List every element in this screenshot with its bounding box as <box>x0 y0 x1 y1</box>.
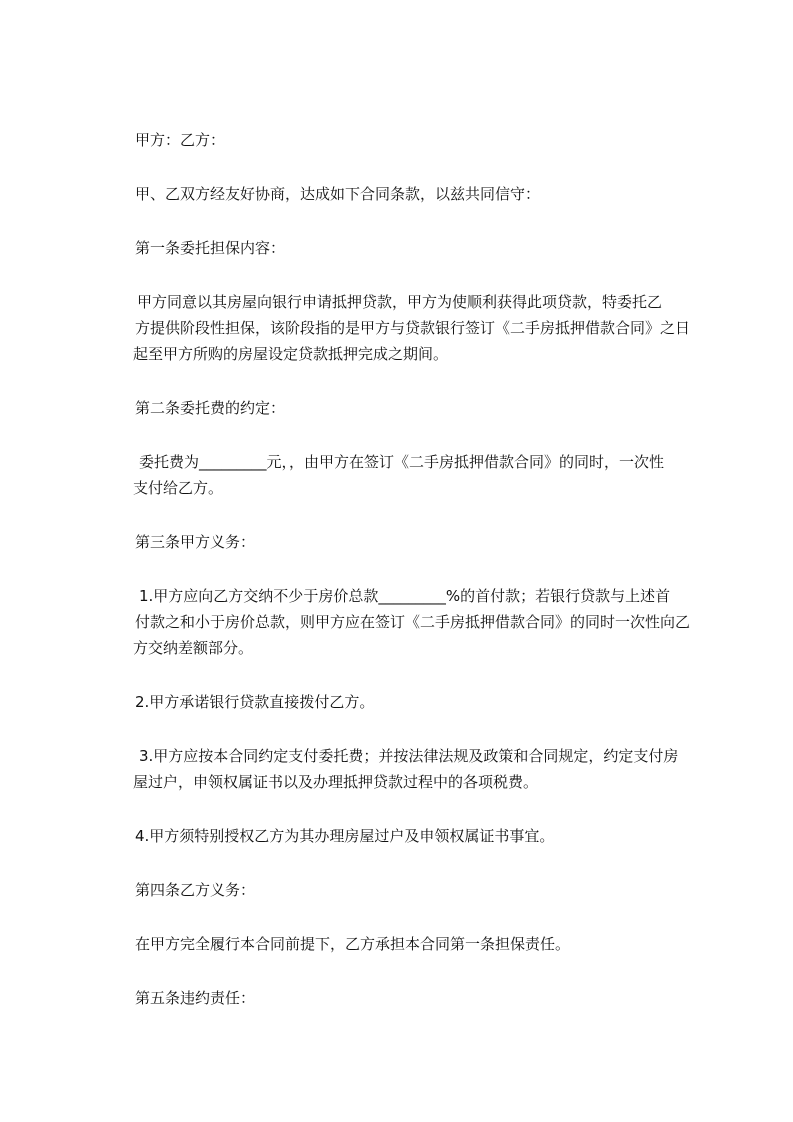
article-4-heading <box>135 877 680 903</box>
text-line: 委托费为_________元，，由甲方在签订《二手房抵押借款合同》的同时，一次性 <box>139 453 665 471</box>
text-line: 第三条甲方义务： <box>135 533 256 551</box>
text-line: 第五条违约责任： <box>135 989 256 1007</box>
article-5-heading <box>135 985 680 1011</box>
text-line: 第二条委托费的约定： <box>135 399 286 417</box>
article-3-item-1 <box>133 583 691 661</box>
article-3-item-4 <box>135 823 680 849</box>
article-3-item-2 <box>135 689 680 715</box>
article-1-heading <box>135 235 680 261</box>
article-2-heading <box>135 395 680 421</box>
parties-line <box>135 127 680 153</box>
text-line: 起至甲方所购的房屋设定贷款抵押完成之期间。 <box>133 345 449 363</box>
text-line: 甲方：乙方： <box>135 131 226 149</box>
preamble-paragraph <box>135 181 680 207</box>
article-4-body <box>135 931 680 957</box>
article-1-body <box>133 289 691 367</box>
text-line: 方交纳差额部分。 <box>133 639 254 657</box>
article-3-heading <box>135 529 680 555</box>
text-line: 支付给乙方。 <box>133 479 224 497</box>
text-line: 甲、乙双方经友好协商，达成如下合同条款，以兹共同信守： <box>135 185 541 203</box>
article-3-item-3 <box>133 743 678 795</box>
text-line: 1.甲方应向乙方交纳不少于房价总款_________%的首付款；若银行贷款与上述首 <box>139 587 671 605</box>
text-line: 方提供阶段性担保，该阶段指的是甲方与贷款银行签订《二手房抵押借款合同》之日 <box>135 319 691 337</box>
text-line: 屋过户，申领权属证书以及办理抵押贷款过程中的各项税费。 <box>133 773 539 791</box>
text-line: 2.甲方承诺银行贷款直接拨付乙方。 <box>135 693 375 711</box>
text-line: 第一条委托担保内容： <box>135 239 286 257</box>
text-line: 甲方同意以其房屋向银行申请抵押贷款，甲方为使顺利获得此项贷款，特委托乙 <box>137 293 663 311</box>
text-line: 4.甲方须特别授权乙方为其办理房屋过户及申领权属证书事宜。 <box>135 827 555 845</box>
text-line: 付款之和小于房价总款，则甲方应在签订《二手房抵押借款合同》的同时一次性向乙 <box>135 613 691 631</box>
text-line: 在甲方完全履行本合同前提下，乙方承担本合同第一条担保责任。 <box>135 935 571 953</box>
article-2-body <box>133 449 678 501</box>
text-line: 3.甲方应按本合同约定支付委托费；并按法律法规及政策和合同规定，约定支付房 <box>139 747 679 765</box>
text-line: 第四条乙方义务： <box>135 881 256 899</box>
